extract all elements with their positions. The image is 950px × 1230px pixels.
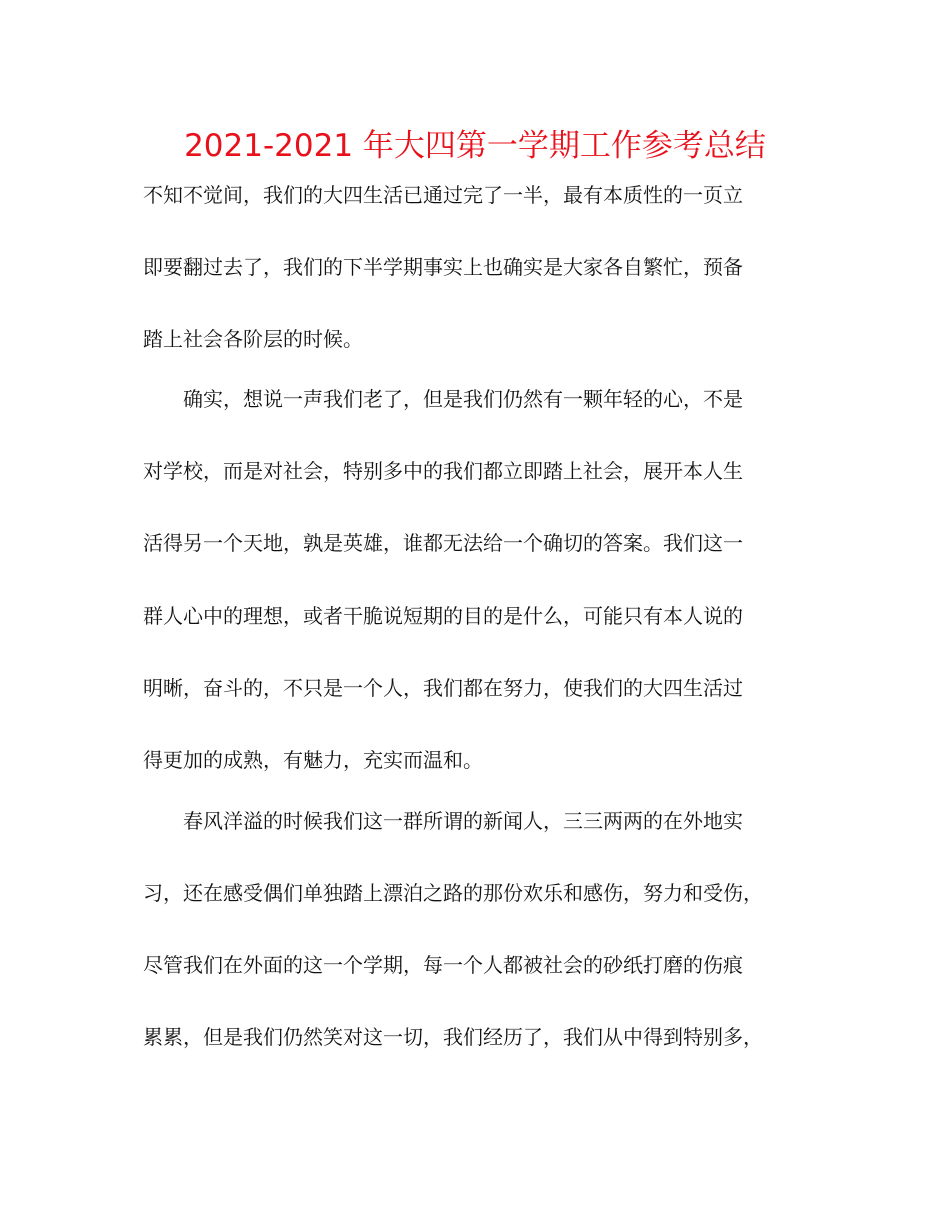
paragraph-line: 群人心中的理想，或者干脆说短期的目的是什么，可能只有本人说的 [143, 604, 743, 628]
paragraph-line: 对学校，而是对社会，特别多中的我们都立即踏上社会，展开本人生 [143, 459, 743, 483]
paragraph-line: 明晰，奋斗的，不只是一个人，我们都在努力，使我们的大四生活过 [143, 676, 743, 700]
paragraph-line: 春风洋溢的时候我们这一群所谓的新闻人，三三两两的在外地实 [183, 809, 743, 833]
paragraph-line: 习，还在感受偶们单独踏上漂泊之路的那份欢乐和感伤，努力和受伤， [143, 881, 763, 905]
paragraph-line: 活得另一个天地，孰是英雄，谁都无法给一个确切的答案。我们这一 [143, 531, 743, 555]
paragraph-line: 确实，想说一声我们老了，但是我们仍然有一颗年轻的心，不是 [183, 387, 743, 411]
document-title: 2021-2021 年大四第一学期工作参考总结 [184, 128, 766, 164]
paragraph-line: 累累，但是我们仍然笑对这一切，我们经历了，我们从中得到特别多， [143, 1025, 763, 1049]
paragraph-line: 不知不觉间，我们的大四生活已通过完了一半，最有本质性的一页立 [143, 183, 743, 207]
paragraph-line: 即要翻过去了，我们的下半学期事实上也确实是大家各自繁忙，预备 [143, 255, 743, 279]
paragraph-line: 尽管我们在外面的这一个学期，每一个人都被社会的砂纸打磨的伤痕 [143, 953, 743, 977]
paragraph-line: 踏上社会各阶层的时候。 [143, 327, 363, 351]
paragraph-line: 得更加的成熟，有魅力，充实而温和。 [143, 748, 483, 772]
